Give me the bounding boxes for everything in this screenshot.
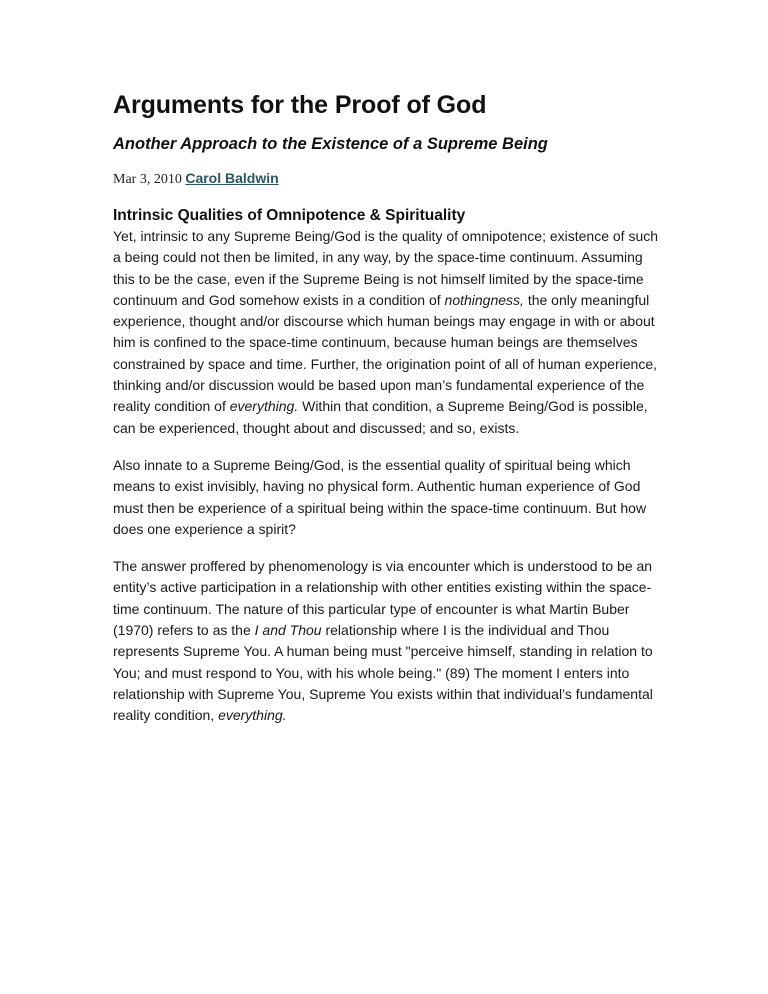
paragraph-3-emphasis-i-and-thou: I and Thou: [254, 622, 322, 639]
paragraph-3-text-a: The answer proffered by phenomenology is via encounter which is understood to be an entity’s active participation in a relationship with other entities existing within the space-time continuum. The nature of this particular type of encounter is what Martin Buber (1970) refers to as the: [113, 558, 653, 639]
paragraph-1: [113, 226, 658, 439]
paragraph-1-text-a: Yet, intrinsic to any Supreme Being/God is the quality of omnipotence; existence of such a being could not then be limited, in any way, by the space-time continuum. Assuming this to be the case, even if the Supreme Being is not himself limited by the space-time continuum and God somehow exists in a condition of: [113, 228, 659, 308]
paragraph-2: Also innate to a Supreme Being/God, is the essential quality of spiritual being which means to exist invisibly, having no physical form. Authentic human experience of God must then be experience of a spiritual being within the space-time continuum. But how does one experience a spirit?: [113, 456, 647, 537]
paragraph-3-text-c: relationship where I is the individual and Thou represents Supreme You. A human being must "perceive himself, standing in relation to You; and must respond to You, with his whole being." (89) The moment I enters into relationship with Supreme You, Supreme You exists within that individual’s fundamental reality condition,: [113, 622, 653, 724]
paragraph-3: [113, 556, 658, 726]
author-link[interactable]: Carol Baldwin: [185, 170, 279, 186]
paragraph-1-emphasis-everything: everything.: [229, 398, 299, 415]
paragraph-1-text-c: the only meaningful experience, thought and/or discourse which human beings may engage in with or about him is confined to the space-time continuum, because human beings are themselves constrained by space and time. Further, the origination point of all of human experience, thinking and/or discussion would be based upon man’s fundamental experience of the reality condition of: [113, 291, 657, 415]
byline: [113, 168, 658, 190]
paragraph-1-emphasis-nothingness: nothingness,: [444, 291, 524, 308]
article-title: Arguments for the Proof of God: [113, 91, 487, 119]
article-subtitle: Another Approach to the Existence of a Supreme Being: [113, 135, 548, 153]
paragraph-1-text-e: Within that condition, a Supreme Being/God is possible, can be experienced, thought about and discussed; and so, exists.: [113, 398, 648, 436]
article: [113, 88, 658, 727]
section-heading: Intrinsic Qualities of Omnipotence & Spirituality: [113, 207, 466, 224]
paragraph-3-emphasis-everything: everything.: [218, 707, 287, 724]
publish-date: Mar 3, 2010: [113, 172, 182, 187]
